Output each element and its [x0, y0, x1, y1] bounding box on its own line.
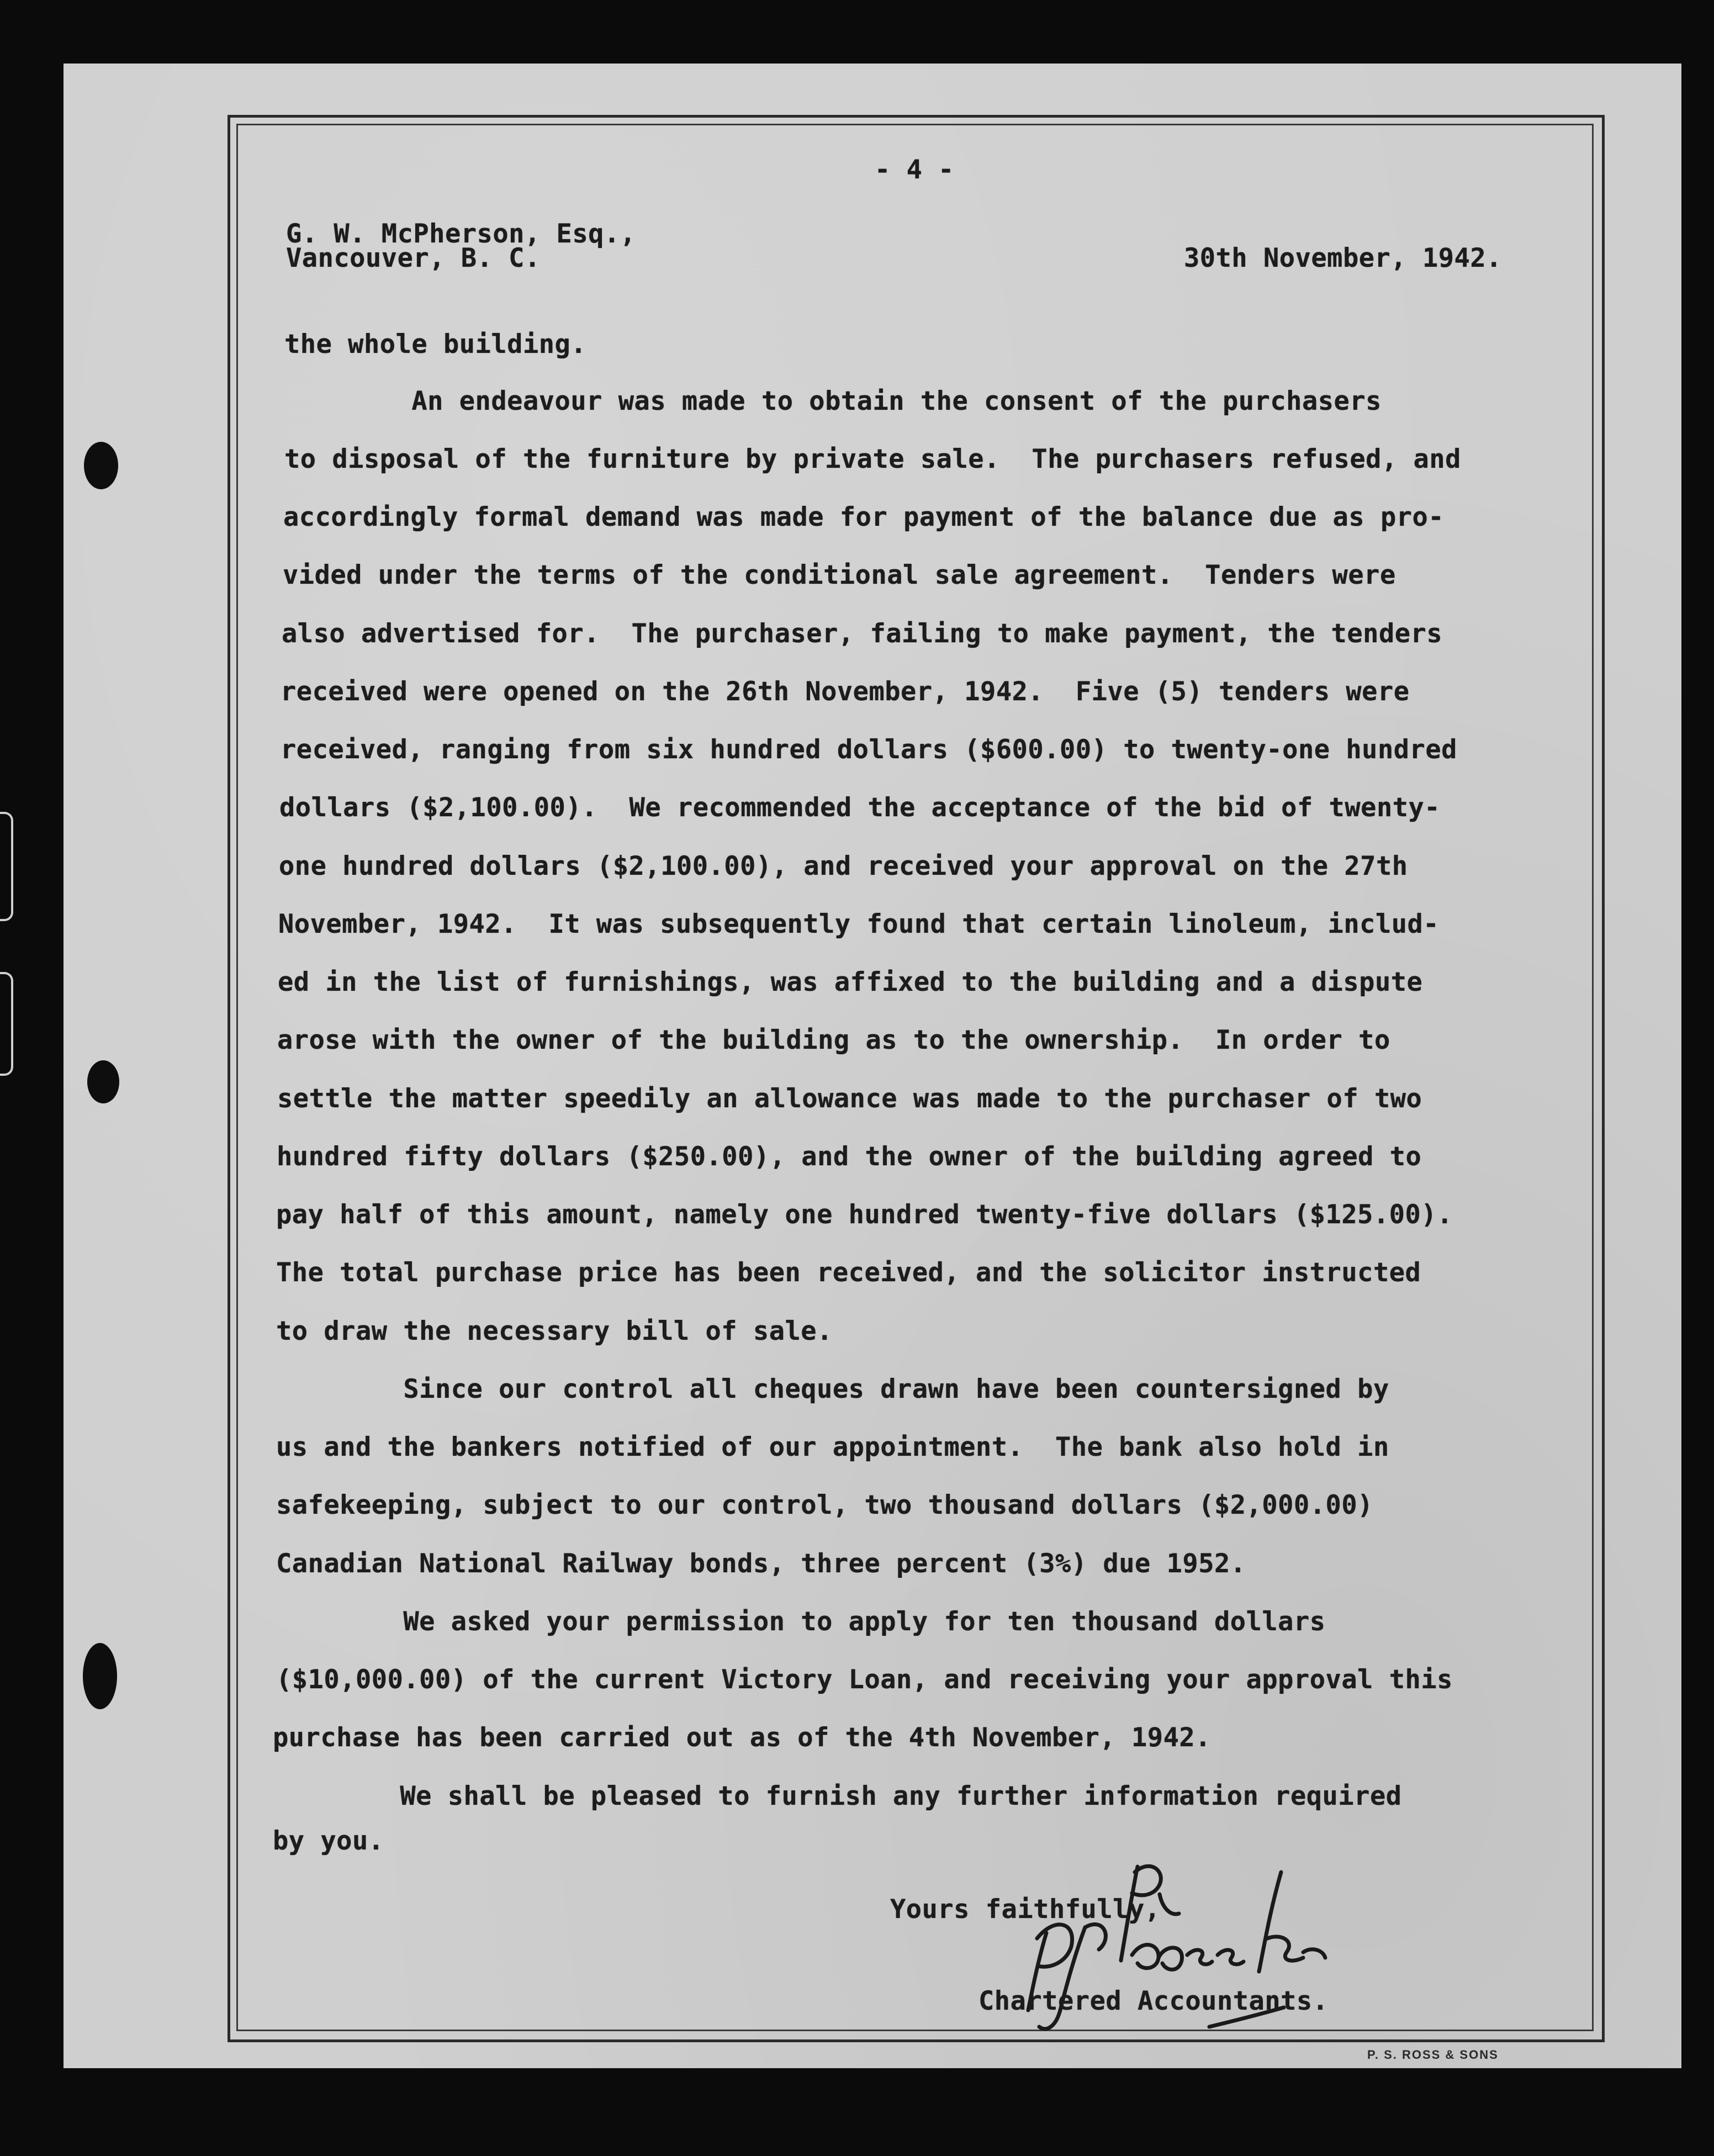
closing-salutation: Yours faithfully,: [890, 1894, 1161, 1925]
body-line: received were opened on the 26th November, 1942. Five (5) tenders were: [281, 677, 1410, 707]
body-line: purchase has been carried out as of the 4th November, 1942.: [273, 1722, 1211, 1753]
body-line: settle the matter speedily an allowance was made to the purchaser of two: [277, 1084, 1422, 1114]
stationery-mark: P. S. ROSS & SONS: [1367, 2048, 1499, 2062]
body-line: We shall be pleased to furnish any further information required: [273, 1781, 1402, 1811]
body-line: We asked your permission to apply for ten thousand dollars: [276, 1607, 1326, 1637]
body-line: arose with the owner of the building as to the ownership. In order to: [277, 1025, 1390, 1055]
body-line: An endeavour was made to obtain the consent of the purchasers: [284, 386, 1382, 416]
body-line: dollars ($2,100.00). We recommended the acceptance of the bid of twenty-: [279, 792, 1441, 823]
body-line: received, ranging from six hundred dollars ($600.00) to twenty-one hundred: [281, 734, 1457, 765]
body-line: hundred fifty dollars ($250.00), and the owner of the building agreed to: [277, 1142, 1422, 1172]
punch-hole-middle: [87, 1060, 119, 1103]
body-line: by you.: [273, 1826, 384, 1856]
edge-clip-mark: [0, 812, 13, 921]
letter-date: 30th November, 1942.: [1184, 243, 1502, 273]
body-line: The total purchase price has been received, and the solicitor instructed: [276, 1257, 1421, 1288]
body-line: ed in the list of furnishings, was affixed to the building and a dispute: [278, 967, 1423, 997]
recipient-city: Vancouver, B. C.: [286, 243, 541, 273]
recipient-name: G. W. McPherson, Esq.,: [286, 219, 636, 249]
body-line: Since our control all cheques drawn have been countersigned by: [276, 1374, 1389, 1404]
punch-hole-bottom: [83, 1643, 117, 1709]
body-line: Canadian National Railway bonds, three percent (3%) due 1952.: [276, 1549, 1246, 1579]
body-line: also advertised for. The purchaser, failing to make payment, the tenders: [282, 619, 1443, 649]
body-line: the whole building.: [284, 329, 587, 360]
body-line: pay half of this amount, namely one hundred twenty-five dollars ($125.00).: [276, 1199, 1453, 1230]
edge-clip-mark: [0, 972, 13, 1076]
body-line: safekeeping, subject to our control, two thousand dollars ($2,000.00): [276, 1490, 1373, 1520]
body-line: to draw the necessary bill of sale.: [276, 1316, 833, 1346]
body-line: accordingly formal demand was made for payment of the balance due as pro-: [283, 502, 1445, 532]
body-line: us and the bankers notified of our appointment. The bank also hold in: [276, 1432, 1389, 1462]
page-number: - 4 -: [875, 155, 954, 185]
signatory-title: Chartered Accountants.: [978, 1986, 1329, 2016]
punch-hole-top: [84, 442, 118, 489]
handwritten-signature: [994, 1845, 1336, 2054]
body-line: vided under the terms of the conditional sale agreement. Tenders were: [283, 560, 1396, 590]
body-line: ($10,000.00) of the current Victory Loan, and receiving your approval this: [276, 1664, 1453, 1695]
body-line: one hundred dollars ($2,100.00), and received your approval on the 27th: [279, 851, 1408, 881]
body-line: November, 1942. It was subsequently found that certain linoleum, includ-: [278, 909, 1440, 939]
body-line: to disposal of the furniture by private sale. The purchasers refused, and: [284, 444, 1461, 474]
